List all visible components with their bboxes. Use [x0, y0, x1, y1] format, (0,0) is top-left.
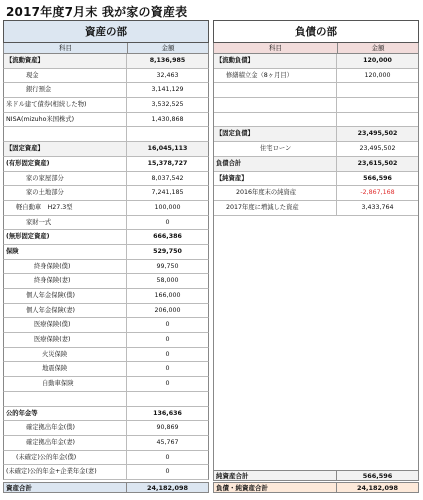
- asset-item-label: 軽自動車 H27.3型: [4, 201, 127, 215]
- asset-item-label: 家の家屋部分: [4, 172, 127, 186]
- asset-item-label: 家の土地部分: [4, 186, 127, 200]
- asset-row: [3, 465, 209, 480]
- liabilities-total-row: [213, 482, 419, 493]
- asset-item-label: (有形固定資産): [4, 157, 127, 171]
- liability-item-label: 【流動負債】: [214, 54, 337, 68]
- asset-row: [3, 127, 209, 142]
- liability-item-label: 2017年度に増減した資産: [214, 201, 337, 215]
- asset-item-amount: 3,141,129: [151, 86, 184, 94]
- asset-item-label: 個人年金保険(妻): [4, 304, 127, 318]
- asset-row: [3, 172, 209, 187]
- liabilities-col-item: 科目: [214, 43, 338, 53]
- asset-row: [3, 421, 209, 436]
- liability-row: [213, 201, 419, 216]
- asset-item-label: 自動車保険: [4, 377, 127, 391]
- asset-row: [3, 274, 209, 289]
- asset-item-label: 医療保険(僕): [4, 318, 127, 332]
- liability-item-amount: [337, 98, 418, 112]
- asset-row: [3, 362, 209, 377]
- liability-row: [213, 113, 419, 128]
- assets-heading: 資産の部: [3, 20, 209, 43]
- asset-item-label: 地震保険: [4, 362, 127, 376]
- asset-item-label: 火災保険: [4, 348, 127, 362]
- asset-item-amount: 3,532,525: [151, 101, 184, 109]
- liability-item-label: 2016年度末の純資産: [214, 186, 337, 200]
- asset-row: [3, 451, 209, 466]
- asset-row: [3, 407, 209, 422]
- liability-item-label: 住宅ローン: [214, 142, 337, 156]
- liabilities-total-label: 負債・純資産合計: [214, 483, 337, 492]
- asset-item-label: 保険: [4, 245, 127, 259]
- asset-item-label: 確定拠出年金(妻): [4, 436, 127, 450]
- liability-item-amount: 566,596: [363, 174, 392, 182]
- asset-row: [3, 348, 209, 363]
- liability-item-amount: [337, 113, 418, 127]
- asset-row: [3, 98, 209, 113]
- liability-row: [213, 98, 419, 113]
- asset-item-label: 現金: [4, 69, 127, 83]
- liability-item-label: [214, 113, 337, 127]
- asset-row: [3, 333, 209, 348]
- asset-row: [3, 83, 209, 98]
- liability-item-amount: 23,615,502: [357, 159, 398, 167]
- liability-item-amount: [337, 83, 418, 97]
- asset-item-label: 銀行預金: [4, 83, 127, 97]
- liability-row: [213, 186, 419, 201]
- liability-row: [213, 142, 419, 157]
- liability-item-label: [214, 83, 337, 97]
- asset-row: [3, 304, 209, 319]
- asset-item-amount: 0: [165, 321, 170, 329]
- asset-row: [3, 157, 209, 172]
- asset-row: [3, 113, 209, 128]
- asset-item-label: 【流動資産】: [4, 54, 127, 68]
- assets-col-item: 科目: [4, 43, 128, 53]
- asset-row: [3, 260, 209, 275]
- asset-item-label: 米ドル建て債券(相続した物): [4, 98, 127, 112]
- assets-rows: [3, 54, 209, 480]
- liabilities-col-amount: 金額: [371, 44, 385, 52]
- asset-item-label: 確定拠出年金(僕): [4, 421, 127, 435]
- asset-item-amount: 90,869: [156, 424, 179, 432]
- asset-item-label: [4, 127, 127, 141]
- asset-item-amount: 45,767: [156, 438, 179, 446]
- asset-item-label: 医療保険(妻): [4, 333, 127, 347]
- balance-sheet: [3, 20, 420, 494]
- asset-item-amount: 15,378,727: [147, 159, 188, 167]
- net-assets-total-label: 純資産合計: [214, 471, 337, 480]
- net-assets-total-row: [213, 470, 419, 481]
- asset-row: [3, 230, 209, 245]
- liability-row: [213, 127, 419, 142]
- asset-item-label: NISA(mizuho米国株式): [4, 113, 127, 127]
- assets-total-label: 資産合計: [4, 483, 127, 492]
- asset-item-amount: 0: [165, 336, 170, 344]
- asset-item-amount: [127, 392, 208, 406]
- liability-row: [213, 83, 419, 98]
- asset-item-label: (未確定)公的年金+企業年金(妻): [4, 465, 127, 479]
- liability-item-amount: 120,000: [363, 57, 392, 64]
- asset-item-amount: 8,136,985: [149, 57, 186, 64]
- asset-item-amount: 100,000: [154, 203, 181, 211]
- asset-item-amount: 166,000: [154, 292, 181, 299]
- asset-item-amount: 0: [165, 218, 170, 226]
- asset-row: [3, 436, 209, 451]
- liability-item-amount: 23,495,502: [357, 130, 398, 138]
- asset-item-label: 公的年金等: [4, 407, 127, 421]
- asset-row: [3, 142, 209, 157]
- liability-row: [213, 157, 419, 172]
- asset-row: [3, 377, 209, 392]
- asset-row: [3, 201, 209, 216]
- liabilities-section: [213, 20, 419, 216]
- liabilities-heading: 負債の部: [213, 20, 419, 43]
- asset-item-amount: 8,037,542: [151, 174, 184, 182]
- asset-item-label: 終身保険(妻): [4, 274, 127, 288]
- liability-row: [213, 54, 419, 69]
- asset-item-label: 【固定資産】: [4, 142, 127, 156]
- page-title: 2017年度7月末 我が家の資産表: [6, 5, 188, 19]
- asset-item-amount: 206,000: [154, 306, 181, 314]
- net-assets-total-amount: 566,596: [362, 472, 393, 480]
- liabilities-column-header: [213, 43, 419, 54]
- asset-row: [3, 186, 209, 201]
- asset-item-amount: 0: [165, 380, 170, 388]
- liability-item-label: 【固定負債】: [214, 127, 337, 141]
- liability-item-label: 【純資産】: [214, 172, 337, 186]
- asset-item-amount: 0: [165, 350, 170, 358]
- liabilities-total-amount: 24,182,098: [356, 484, 399, 492]
- liability-row: [213, 69, 419, 84]
- assets-total-amount: 24,182,098: [146, 484, 189, 492]
- asset-item-amount: 0: [165, 468, 170, 476]
- asset-row: [3, 245, 209, 260]
- asset-item-amount: 7,241,185: [151, 189, 184, 197]
- asset-item-label: (無形固定資産): [4, 230, 127, 244]
- asset-item-amount: 529,750: [153, 247, 182, 255]
- liabilities-rows: [213, 54, 419, 216]
- liability-item-amount: -2,867,168: [360, 189, 395, 197]
- liability-item-amount: 23,495,502: [359, 145, 396, 153]
- asset-item-amount: 32,463: [156, 71, 179, 79]
- liability-item-label: [214, 98, 337, 112]
- liability-item-amount: 120,000: [364, 71, 391, 79]
- asset-item-amount: 99,750: [156, 262, 179, 270]
- liability-item-label: 修繕積立金（8ヶ月目）: [214, 69, 337, 83]
- liability-item-amount: 3,433,764: [361, 203, 394, 211]
- asset-row: [3, 69, 209, 84]
- asset-item-label: [4, 392, 127, 406]
- asset-row: [3, 216, 209, 231]
- asset-item-amount: 0: [165, 365, 170, 373]
- asset-item-label: 家財一式: [4, 216, 127, 230]
- asset-item-amount: 16,045,113: [147, 145, 188, 153]
- asset-item-amount: 666,386: [153, 233, 182, 241]
- assets-column-header: [3, 43, 209, 54]
- liability-row: [213, 172, 419, 187]
- asset-item-amount: 136,636: [153, 409, 182, 417]
- asset-item-amount: [127, 127, 208, 141]
- asset-row: [3, 392, 209, 407]
- assets-total-row: [3, 482, 209, 493]
- liability-item-label: 負債合計: [214, 157, 337, 171]
- asset-row: [3, 318, 209, 333]
- asset-item-amount: 58,000: [156, 277, 179, 285]
- asset-item-amount: 1,430,868: [151, 115, 184, 123]
- assets-col-amount: 金額: [161, 44, 175, 52]
- asset-row: [3, 54, 209, 69]
- asset-item-label: 終身保険(僕): [4, 260, 127, 274]
- asset-row: [3, 289, 209, 304]
- asset-item-label: (未確定)公的年金(僕): [4, 451, 127, 465]
- assets-section: [3, 20, 209, 480]
- asset-item-amount: 0: [165, 453, 170, 461]
- asset-item-label: 個人年金保険(僕): [4, 289, 127, 303]
